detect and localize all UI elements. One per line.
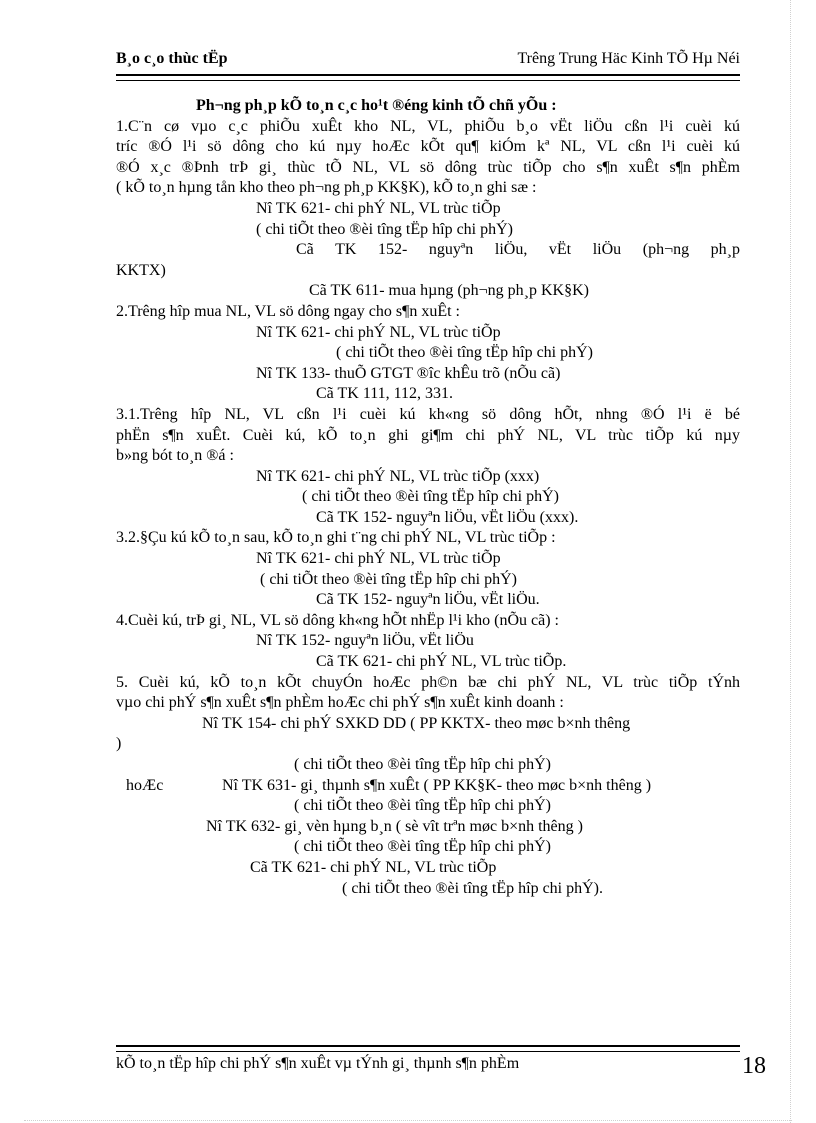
journal-entry-debit: Nî TK 621- chi phÝ NL, VL trùc tiÕp (xxx) <box>256 467 540 485</box>
footer-rule <box>116 1045 740 1052</box>
header-report-title: B¸o c¸o thùc tËp <box>116 50 228 67</box>
paragraph-line: ( kÕ to¸n hµng tån kho theo ph¬ng ph¸p KK§K), kÕ to¸n ghi sæ : <box>116 179 537 197</box>
journal-entry-credit: Cã TK 152- nguyªn liÖu, vËt liÖu (ph¬ng ph¸p <box>296 241 740 259</box>
journal-entry-debit: Nî TK 133- thuÕ GTGT ®îc khÊu trõ (nÕu cã) <box>256 364 561 382</box>
page-number: 18 <box>742 1053 766 1079</box>
paragraph-line: b»ng bót to¸n ®á : <box>116 447 234 465</box>
paragraph-line: 1.C¨n cø vµo c¸c phiÕu xuÊt kho NL, VL, phiÕu b¸o vËt liÖu cßn l¹i cuèi kú <box>116 117 740 135</box>
journal-entry-detail: ( chi tiÕt theo ®èi tîng tËp hîp chi phÝ) <box>256 220 513 238</box>
journal-entry-credit: Cã TK 152- nguyªn liÖu, vËt liÖu (xxx). <box>316 508 579 526</box>
journal-entry-detail: ( chi tiÕt theo ®èi tîng tËp hîp chi phÝ) <box>336 344 593 362</box>
journal-entry-detail: ( chi tiÕt theo ®èi tîng tËp hîp chi phÝ) <box>294 797 551 815</box>
page-edge-dotted-right <box>790 0 791 1123</box>
journal-entry-debit: Nî TK 621- chi phÝ NL, VL trùc tiÕp <box>256 323 501 341</box>
journal-entry-debit: Nî TK 632- gi¸ vèn hµng b¸n ( sè vît trªn møc b×nh thêng ) <box>206 817 583 835</box>
paragraph-line: vµo chi phÝ s¶n xuÊt s¶n phÈm hoÆc chi phÝ s¶n xuÊt kinh doanh : <box>116 694 564 712</box>
page-edge-dotted-bottom <box>24 1120 792 1121</box>
journal-entry-debit: Nî TK 621- chi phÝ NL, VL trùc tiÕp <box>256 550 501 568</box>
journal-entry-detail: ( chi tiÕt theo ®èi tîng tËp hîp chi phÝ) <box>294 756 551 773</box>
journal-entry-detail: ( chi tiÕt theo ®èi tîng tËp hîp chi phÝ) <box>260 570 517 588</box>
journal-entry-detail: ( chi tiÕt theo ®èi tîng tËp hîp chi phÝ) <box>302 488 559 506</box>
journal-entry-credit: Cã TK 621- chi phÝ NL, VL trùc tiÕp <box>250 858 497 876</box>
journal-entry-debit: Nî TK 631- gi¸ thµnh s¶n xuÊt ( PP KK§K- theo møc b×nh thêng ) <box>222 776 652 794</box>
paragraph-line: tríc ®Ó l¹i sö dông cho kú nµy hoÆc kÕt qu¶ kiÓm kª NL, VL cßn l¹i cuèi kú <box>116 138 740 156</box>
paragraph-line: 3.2.§Çu kú kÕ to¸n sau, kÕ to¸n ghi t¨ng chi phÝ NL, VL trùc tiÕp : <box>116 529 556 547</box>
header-school-name: Trêng Trung Häc Kinh TÕ Hµ Néi <box>517 50 740 67</box>
journal-entry-credit: Cã TK 611- mua hµng (ph¬ng ph¸p KK§K) <box>309 282 589 300</box>
footer-chapter-title: kÕ to¸n tËp hîp chi phÝ s¶n xuÊt vµ tÝnh gi¸ thµnh s¶n phÈm <box>116 1055 520 1072</box>
header-rule <box>116 74 740 81</box>
journal-entry-credit: Cã TK 621- chi phÝ NL, VL trùc tiÕp. <box>316 653 567 671</box>
section-title: Ph¬ng ph¸p kÕ to¸n c¸c ho¹t ®éng kinh tÕ chñ yÕu : <box>196 97 557 114</box>
paragraph-line: 4.Cuèi kú, trÞ gi¸ NL, VL sö dông kh«ng hÕt nhËp l¹i kho (nÕu cã) : <box>116 611 559 629</box>
journal-entry-credit-continued: KKTX) <box>116 261 166 279</box>
paragraph-line: ®Ó x¸c ®Þnh trÞ gi¸ thùc tÕ NL, VL sö dông trùc tiÕp cho s¶n xuÊt s¶n phÈm <box>116 158 740 176</box>
journal-entry-detail: ( chi tiÕt theo ®èi tîng tËp hîp chi phÝ). <box>342 879 603 897</box>
document-body <box>116 96 740 899</box>
alternative-label: hoÆc <box>126 776 164 794</box>
paragraph-line: 3.1.Trêng hîp NL, VL cßn l¹i cuèi kú kh«ng sö dông hÕt, nhng ®Ó l¹i ë bé <box>116 405 740 423</box>
journal-entry-debit: Nî TK 621- chi phÝ NL, VL trùc tiÕp <box>256 199 501 217</box>
paragraph-line: phËn s¶n xuÊt. Cuèi kú, kÕ to¸n ghi gi¶m chi phÝ NL, VL trùc tiÕp kú nµy <box>116 426 740 444</box>
journal-entry-credit: Cã TK 152- nguyªn liÖu, vËt liÖu. <box>316 591 540 609</box>
paragraph-line: 5. Cuèi kú, kÕ to¸n kÕt chuyÓn hoÆc ph©n bæ chi phÝ NL, VL trùc tiÕp tÝnh <box>116 673 740 691</box>
paragraph-line: 2.Trêng hîp mua NL, VL sö dông ngay cho s¶n xuÊt : <box>116 302 460 320</box>
journal-entry-debit: Nî TK 152- nguyªn liÖu, vËt liÖu <box>256 632 474 650</box>
journal-entry-credit: Cã TK 111, 112, 331. <box>316 385 454 403</box>
journal-entry-debit-continued: ) <box>116 735 122 753</box>
alternative-entry-line <box>116 776 740 797</box>
journal-entry-debit: Nî TK 154- chi phÝ SXKD DD ( PP KKTX- theo møc b×nh thêng <box>202 714 631 732</box>
journal-entry-detail: ( chi tiÕt theo ®èi tîng tËp hîp chi phÝ) <box>294 838 551 856</box>
